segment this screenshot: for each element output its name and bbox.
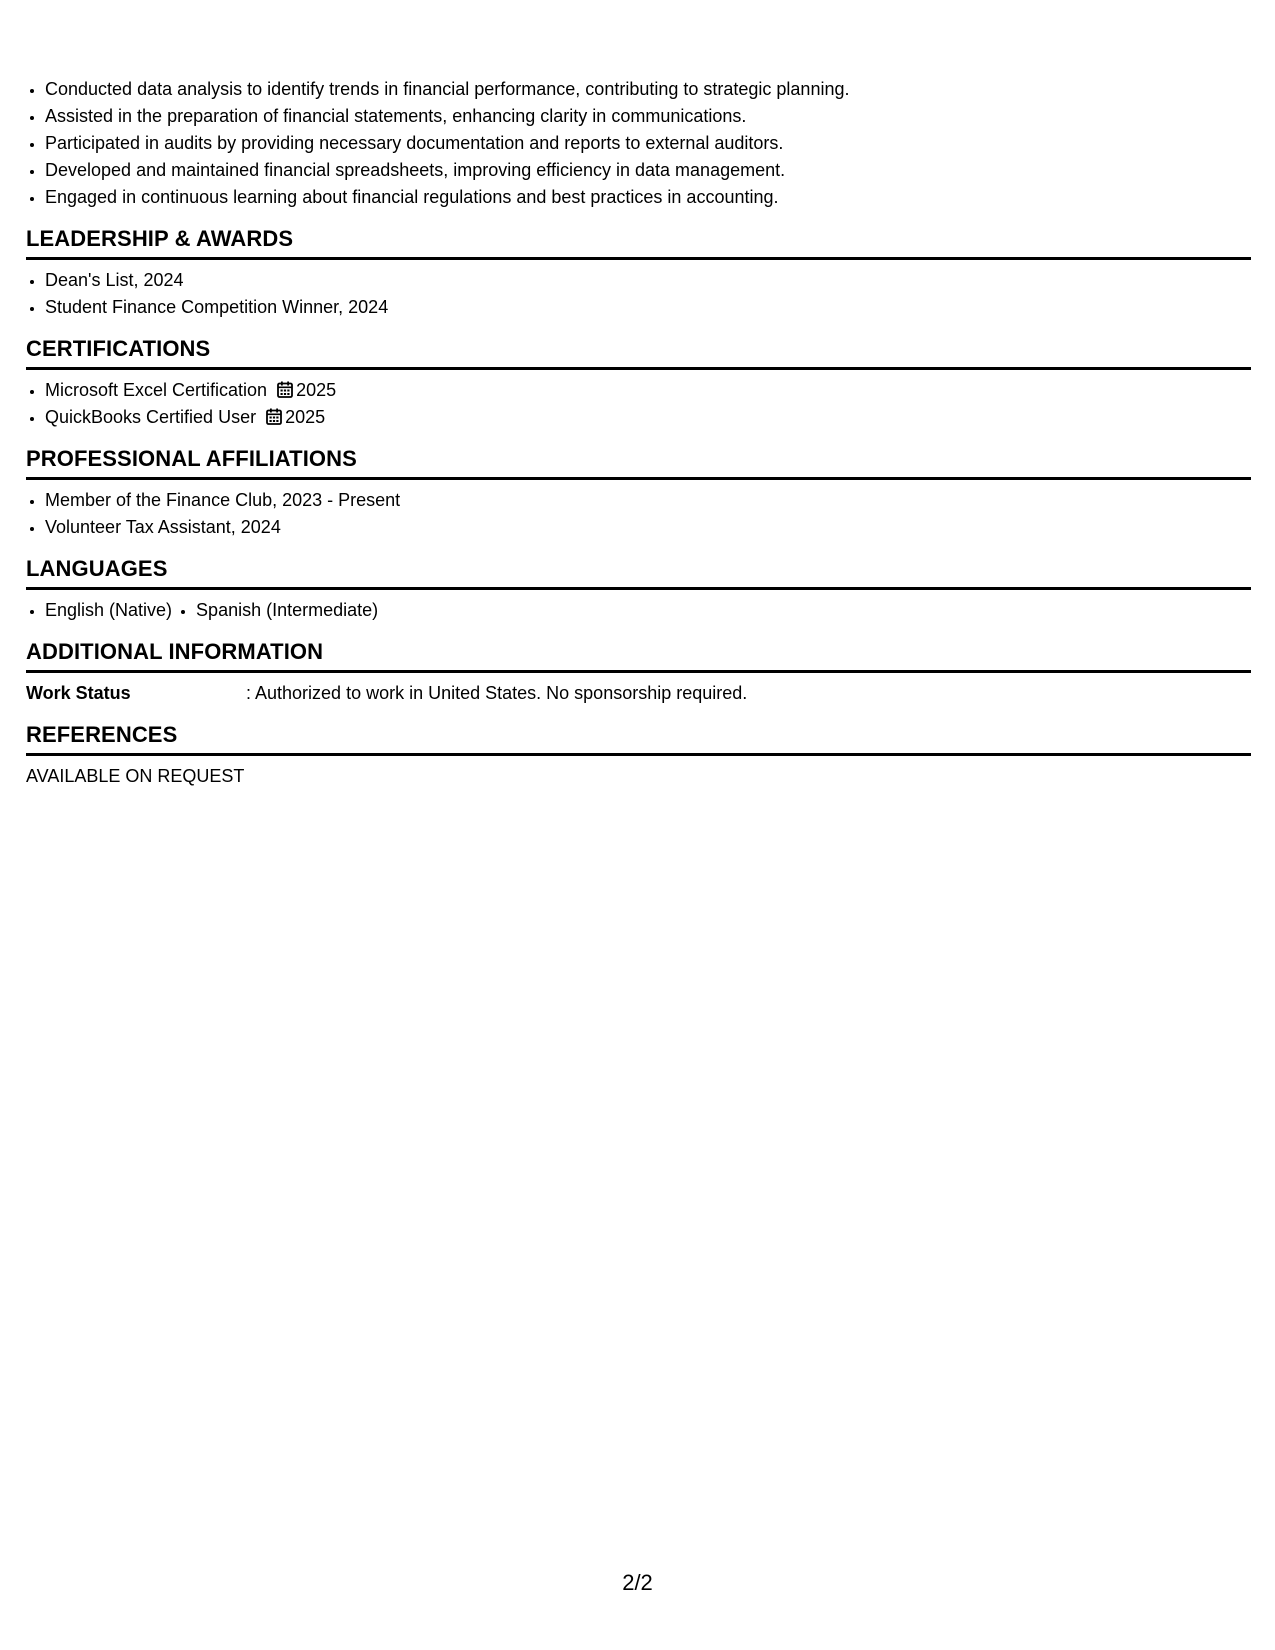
certifications-section: [26, 334, 1251, 431]
section-title-languages: LANGUAGES: [26, 554, 1251, 590]
references-section: [26, 720, 1251, 790]
section-title-references: REFERENCES: [26, 720, 1251, 756]
certification-year: 2025: [285, 407, 326, 427]
languages-section: [26, 554, 1251, 624]
certification-name: QuickBooks Certified User: [45, 407, 257, 427]
references-text: AVAILABLE ON REQUEST: [26, 766, 245, 786]
page-number: 2/2: [622, 1570, 653, 1595]
experience-bullet: • Developed and maintained financial spreadsheets, improving efficiency in data management.: [45, 157, 1251, 184]
work-status-row: [26, 680, 1251, 707]
certification-item: [45, 377, 1251, 404]
calendar-icon: [277, 381, 293, 398]
affiliation-item: • Volunteer Tax Assistant, 2024: [45, 514, 1251, 541]
section-title-leadership: LEADERSHIP & AWARDS: [26, 224, 1251, 260]
affiliations-list: [26, 487, 1251, 541]
section-title-affiliations: PROFESSIONAL AFFILIATIONS: [26, 444, 1251, 480]
experience-bullet-list: [26, 76, 1251, 211]
resume-page: [26, 76, 1251, 790]
language-item: • English (Native): [45, 597, 172, 624]
languages-list: [26, 597, 1251, 624]
experience-bullet: • Conducted data analysis to identify trends in financial performance, contributing to strategic planning.: [45, 76, 1251, 103]
affiliations-section: [26, 444, 1251, 541]
leadership-list: [26, 267, 1251, 321]
certifications-list: [26, 377, 1251, 431]
leadership-section: [26, 224, 1251, 321]
certification-year: 2025: [296, 380, 337, 400]
leadership-item: • Dean's List, 2024: [45, 267, 1251, 294]
certification-name: Microsoft Excel Certification: [45, 380, 268, 400]
additional-info-section: [26, 637, 1251, 707]
leadership-item: • Student Finance Competition Winner, 2024: [45, 294, 1251, 321]
affiliation-item: • Member of the Finance Club, 2023 - Present: [45, 487, 1251, 514]
experience-bullet: • Participated in audits by providing necessary documentation and reports to external auditors.: [45, 130, 1251, 157]
certification-item: [45, 404, 1251, 431]
work-status-value: : Authorized to work in United States. No sponsorship required.: [246, 683, 748, 703]
language-item: • Spanish (Intermediate): [196, 597, 378, 624]
experience-bullet: • Engaged in continuous learning about financial regulations and best practices in accounting.: [45, 184, 1251, 211]
experience-bullet: • Assisted in the preparation of financial statements, enhancing clarity in communications.: [45, 103, 1251, 130]
calendar-icon: [266, 408, 282, 425]
section-title-additional-info: ADDITIONAL INFORMATION: [26, 637, 1251, 673]
work-status-label: Work Status: [26, 683, 131, 703]
section-title-certifications: CERTIFICATIONS: [26, 334, 1251, 370]
